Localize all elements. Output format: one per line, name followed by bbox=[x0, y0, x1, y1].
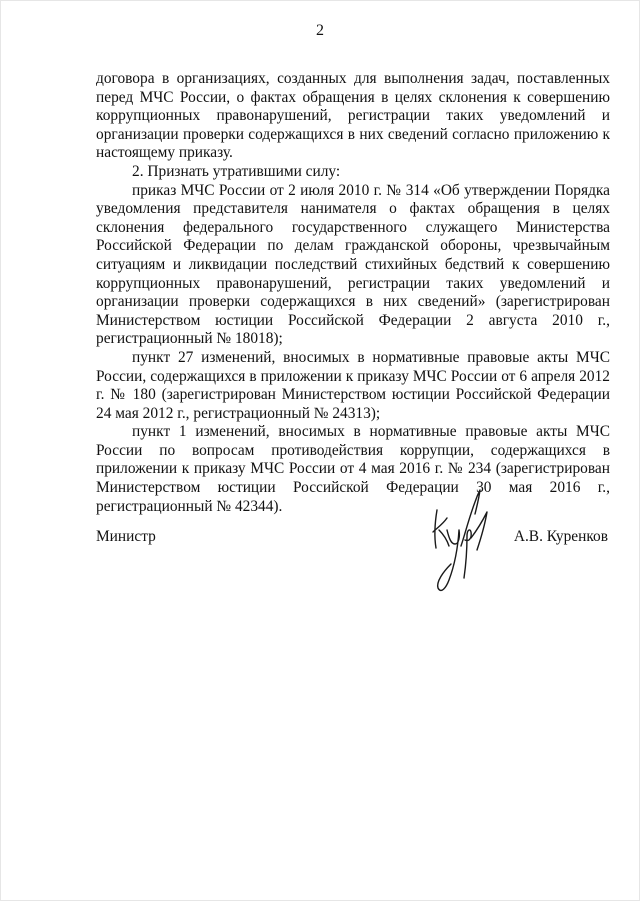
paragraph-order-314: приказ МЧС России от 2 июля 2010 г. № 314 «Об утверждении Порядка уведомления представителя нанимателя о фактах обращения в целях склонения федерального государственного служащего Министерства Российской Федерации по делам гражданской обороны, чрезвычайным ситуациям и ликвидации последствий стихийных бедствий к совершению коррупционных правонарушений, регистрации таких уведомлений и организации проверки содержащихся в них сведений» (зарегистрирован Министерством юстиции Российской Федерации 2 августа 2010 г., регистрационный № 18018); bbox=[96, 181, 610, 348]
page-number: 2 bbox=[316, 22, 324, 39]
handwritten-signature bbox=[425, 488, 495, 600]
position-title: Министр bbox=[96, 528, 156, 545]
paragraph-repeal-heading: 2. Признать утратившими силу: bbox=[132, 162, 341, 180]
paragraph-continuation: договора в организациях, созданных для выполнения задач, поставленных перед МЧС России, о фактах обращения в целях склонения к совершению коррупционных правонарушений, регистрации таких уведомлений и организации проверки содержащихся в них сведений согласно приложению к настоящему приказу. bbox=[96, 70, 610, 162]
paragraph-order-180: пункт 27 изменений, вносимых в нормативные правовые акты МЧС России, содержащихся в приложении к приказу МЧС России от 6 апреля 2012 г. № 180 (зарегистрирован Министерством юстиции Российской Федерации 24 мая 2012 г., регистрационный № 24313); bbox=[96, 348, 610, 422]
signer-name: А.В. Куренков bbox=[513, 528, 608, 545]
document-body bbox=[96, 70, 610, 516]
signature-block bbox=[96, 528, 610, 552]
paragraph-order-234: пункт 1 изменений, вносимых в нормативные правовые акты МЧС России по вопросам противодействия коррупции, содержащихся в приложении к приказу МЧС России от 4 мая 2016 г. № 234 (зарегистрирован Министерством юстиции Российской Федерации 30 мая 2016 г., регистрационный № 42344). bbox=[96, 423, 610, 515]
